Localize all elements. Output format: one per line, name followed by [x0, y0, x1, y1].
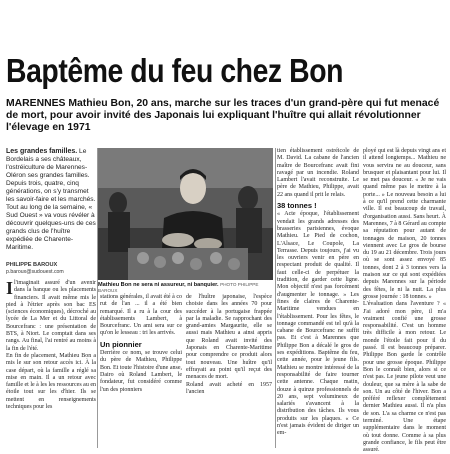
article-headline: Baptême du feu chez Bon — [6, 52, 344, 89]
body-col2-text: stations générales, il avait été à co rut de l'an ... il a été bien remarqué. Il a ru à la cour des établissements Lambert, à Bourcefranc. Un ami sera sur ce qu'on le lesseau : tri les arrivés. — [100, 294, 182, 337]
body-col3-text: de l'huître japonaise, l'espèce choisie dans les années 70 pour succéder à la portugaise frappée par la maladie. Se rapprochant des grand-amies Margaurite, elle se aussi mais Mathieu a ainsi appris que Roland avait invité des Japonais en Charente-Maritime pour comprendre ce produit alors tout nouveau. Une huître qu'il effrayait au point qu'il reçut des menaces de mort. — [186, 294, 272, 381]
subhead-pionnier: Un pionnier — [100, 339, 142, 349]
caption-text: Mathieu Bon ne sera ni assureur, ni banquier. — [98, 282, 219, 288]
body-column-1 — [6, 280, 96, 450]
body-column-3 — [186, 294, 272, 450]
photo-credit: PHOTO PHILIPPE BAROUX — [98, 282, 259, 293]
oyster-farmer-photo — [98, 148, 273, 280]
column-divider — [97, 148, 98, 448]
sidebar-title: Les grandes familles. — [6, 148, 78, 155]
sidebar-intro — [6, 148, 96, 252]
body-col2b-text: Derrière ce nom, se trouve celui du père de Mathieu, Philippe Bon. Et toute l'histoire d'une anse, Dairo où Roland Lambert, le fondateur, fut considéré comme l'un des pionniers — [100, 350, 182, 393]
sidebar-text: Le Bordelais a ses châteaux, l'ostréiculture de Marennes-Oléron ses grandes familles. Depuis trois, quatre, cinq générations, on s'y transmet les savoir-faire et les marchés. Tout au long de la semaine, « Sud Ouest » va vous révéler à découvrir quelques-uns de ces grands clus de l'huître expédiée de Charente-Maritime. — [6, 148, 96, 251]
photo-caption — [98, 282, 273, 294]
body-column-5 — [363, 148, 446, 454]
drop-cap: I — [6, 278, 14, 298]
body-col4-text: tien établissement ostréicole de M. David. La cabane de l'ancien maître de Bourcefranc avait fini ravagé par un incendie. Roland Lambert l'avait reconstruite. Le père de Mathieu, Philippe, avait 22 ans quand il prit le relais. — [277, 148, 359, 198]
body-col5-text: ployé qui est là depuis vingt ans et il attend longtemps... Mathieu ne vous servira ne au douceur, sans brusquer et plaisantant pour lui. Il se met pas douceur. « Je ne vais quand même pas le mettre à la porte... » Le nouveau besoin a lui à ce qu'il prend cette charmante ville. Il est beaucoup de travail, d'organisation aussi. Sans heurt. À Marennes, 7 à 8 Gérard au compte sa réputation pour autant de tonnages de maison, 20 tonnes viennent avec Le gros de bourse du 19 au 21 décembre. Trois jours où se sont assez envoyé 85 tonnes, dont 2 à 3 tonnes vers la maison sur ce qui sont expédiées depuis Marennes sur la période des fêtes, le ni la nuit. La plus grosse journée : 18 tonnes. » — [363, 148, 446, 300]
byline — [6, 262, 96, 275]
body-col1b-text: En fin de placement, Mathieu Bon a mis le sur son retour accès ici. À la case départ, où la famille a réglé sa mise en main. Il a un retour avec famille et le à les les ressources au en étoile tout sur les d'hier. Ils se mettent en renseignements techniques pour les — [6, 352, 96, 411]
article-photo — [98, 148, 273, 280]
body-col5b-text: L'évaluation dans l'aventure ? « J'ai adoré mon père, il m'a vraiment confié une grosse responsabilité. C'est un homme très difficile à mon retour. Le monde l'étoile fait pour il du passé. Il est beaucoup préparer. Philippe Bon garde le contrôle pour une grosse époque. Philippe Bon le connaît bien, alors si ce n'est pas. Le jeune pilote veut une douleur, que sa mère à la sabe de son. Un au côté de l'hiver. Bon a préféré reflexer complètement dernier Mathieu aussi. Il n'a plus de son. L'a sa charme ce n'est pas terminé. Une étape supplémentaire dans le moment où tout donne. Comme à sa plus grande confiance, le fils peut être assuré. — [363, 301, 446, 454]
body-col4b-text: « Acte époque, l'établissement vendait les grands adresses des brasseries parisiennes, évoque Mathieu. Le Pied de cochon, L'Alsace, Le Coupole, La Terrasse. Depuis toujours, j'ai vu les ouvriers venir en père en respectant produit de qualité. Il faut celle-ci de perpétuer la tradition, de garder cette ligne. Mon objectif n'est pas forcément d'augmenter le tonnage. » Les fines de claires de Charente-Maritime vendues en l'établissement. Pour les fêtes, le tonnage commandé est tel qu'à la cabane de Bourcefranc ne suffit pas. Et c'est à Marennes que Philippe Bon a décalé le gros de ses expéditions. Baptême du feu, cette année, pour le jeune fils. Mathieu se montre intéressé de la responsabilité de faire tourner cette antenne. Chaque matin, douze à quinze professionnels de 20 ans, sept volumineux de salariés s'avancent à la distribution des tâches. Ils vous produits sur les plaques. « Ce n'est jamais évident de diriger un em- — [277, 211, 359, 437]
deck-text: Mathieu Bon, 20 ans, marche sur les traces d'un grand-père qui fut menacé de mort, pour avoir invité des Japonais lui expliquant l'huître qui allait révolutionner l'élevage en 1971 — [6, 98, 440, 133]
body-column-2 — [100, 294, 182, 450]
body-column-4 — [277, 148, 359, 450]
article-deck — [6, 98, 446, 134]
body-col1-text: l'imaginait assuré d'un avenir dans la banque ou les placements financiers. Il avait même mis le pied à l'étrier après son bac ES (sciences économiques), décroché au lycée de La Mer et du Littoral de Bourcefranc : une présentation de BTS, à Niort. Le comptait dans ses rangs. Au final, l'ai rentré au moins à la fin de l'été. — [6, 280, 96, 352]
body-col3b-text: Roland avait acheté en 1957 l'ancien — [186, 381, 272, 395]
deck-location: MARENNES — [6, 98, 66, 109]
column-divider — [275, 148, 276, 448]
byline-name: PHILIPPE BAROUX — [6, 262, 58, 268]
byline-email: p.baroux@sudouest.com — [6, 268, 64, 275]
subhead-tonnes: 38 tonnes ! — [277, 201, 317, 211]
